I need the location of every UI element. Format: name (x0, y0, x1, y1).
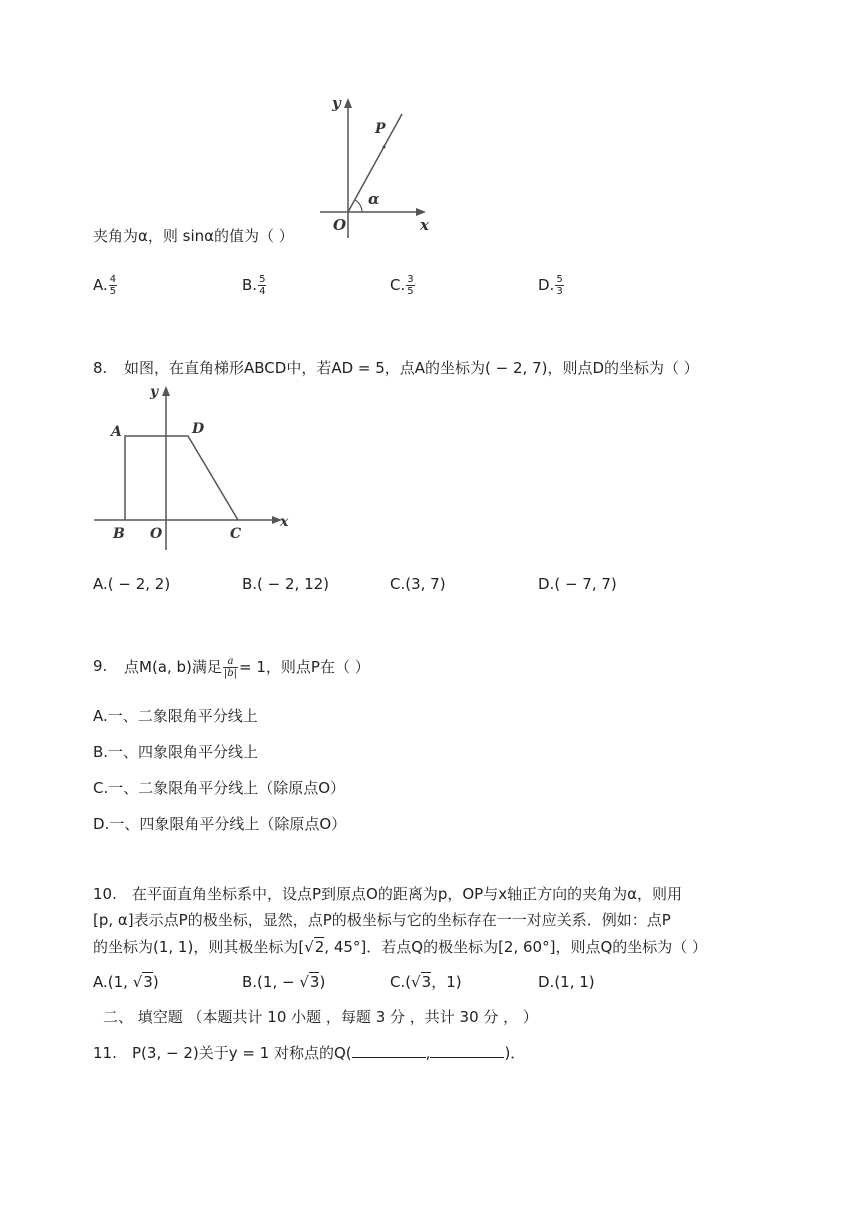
q8-label-o: O (150, 526, 163, 542)
q8-label-x: x (280, 514, 289, 530)
q8-option-c: C.(3, 7) (390, 575, 446, 593)
q9-stem: 点M(a, b)满足 $\frac{a}{|b|}$ = 1，则点P在（ ） (124, 656, 370, 679)
q10-number: 10. (93, 885, 117, 903)
q9-option-c: C.一、二象限角平分线上（除原点O） (93, 779, 346, 797)
q7-label-o: O (333, 216, 347, 234)
q7-figure (312, 92, 444, 242)
q7-label-p: P (375, 121, 386, 137)
q10-option-b: B.(1, − √3) (242, 973, 326, 991)
q8-label-y: y (150, 384, 159, 400)
q10-option-a: A.(1, √3) (93, 973, 159, 991)
q8-figure (90, 378, 300, 550)
q10-line3: 的坐标为(1, 1)，则其极坐标为[√2, 45°]．若点Q的极坐标为[2, 60°]，则点Q的坐标为（ ） (93, 938, 708, 956)
q7-label-alpha: α (368, 190, 380, 208)
section2-title: 二、 填空题 （本题共计 10 小题 ，每题 3 分 ，共计 30 分 ， ） (103, 1008, 538, 1026)
q7-option-d: D. $\frac{5}{3}$ (538, 274, 563, 297)
q7-label-x: x (420, 216, 429, 234)
q8-label-c: C (230, 526, 242, 542)
q8-label-d: D (192, 421, 205, 437)
q7-point-p (383, 146, 386, 149)
q7-y-arrow (344, 98, 352, 108)
q8-label-a: A (111, 424, 122, 440)
q8-number: 8. (93, 359, 108, 377)
q8-option-d: D.( − 7, 7) (538, 575, 617, 593)
q10-option-c: C.(√3，1) (390, 973, 462, 991)
q8-option-a: A.( − 2, 2) (93, 575, 171, 593)
q10-option-d: D.(1, 1) (538, 973, 595, 991)
q8-label-b: B (113, 526, 125, 542)
q9-option-b: B.一、四象限角平分线上 (93, 743, 259, 761)
q7-label-y: y (332, 94, 341, 112)
q10-line1: 在平面直角坐标系中，设点P到原点O的距离为p，OP与x轴正方向的夹角为α，则用 (132, 885, 682, 903)
q11-blank-2[interactable] (430, 1057, 504, 1058)
q7-option-b: B. $\frac{5}{4}$ (242, 274, 266, 297)
q9-option-a: A.一、二象限角平分线上 (93, 707, 258, 725)
q11-blank-1[interactable] (352, 1057, 426, 1058)
q7-stem-tail: 夹角为α，则 sinα的值为（ ） (93, 227, 294, 245)
q10-line2: [p, α]表示点P的极坐标，显然，点P的极坐标与它的坐标存在一一对应关系．例如：点P (93, 911, 671, 929)
q8-y-arrow (162, 386, 170, 396)
q9-option-d: D.一、四象限角平分线上（除原点O） (93, 815, 347, 833)
q11-number: 11. (93, 1044, 117, 1062)
q8-option-b: B.( − 2, 12) (242, 575, 330, 593)
q7-option-c: C. $\frac{3}{5}$ (390, 274, 414, 297)
q8-stem: 如图，在直角梯形ABCD中，若AD = 5，点A的坐标为( − 2, 7)，则点D的坐标为（ ） (124, 359, 699, 377)
q9-number: 9. (93, 657, 108, 675)
q7-x-arrow (416, 208, 426, 216)
q11-stem: P(3, − 2)关于y = 1 对称点的Q( , )． (132, 1044, 526, 1062)
q8-trapezoid (125, 436, 238, 520)
q7-option-a: A. $\frac{4}{5}$ (93, 274, 117, 297)
q7-angle-arc (355, 200, 362, 212)
